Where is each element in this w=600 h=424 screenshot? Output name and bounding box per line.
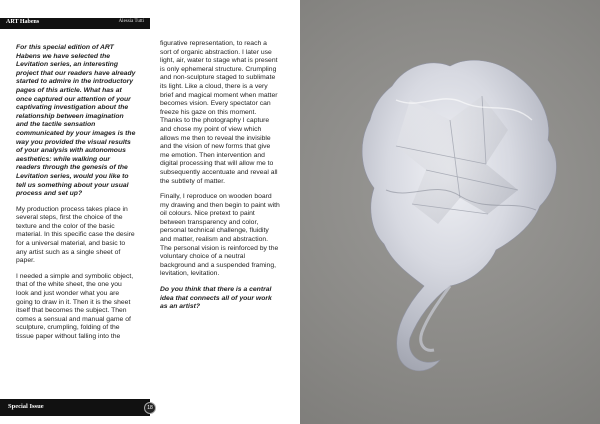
paragraph-1: My production process takes place in several steps, first the choice of the texture and the color of the basic material. In this specific case the desire for a universal material, and basic to any artist such as a single sheet of paper. <box>16 205 135 265</box>
author-name: Alessia Tutti <box>118 19 144 24</box>
intro-question: For this special edition of ART Habens we have selected the Levitation series, an interesting project that our readers have already started to admire in the introductory pages of this article. What has at once captured our attention of your captivating investigation about the relationship between imagination and the tactile sensation communicated by your images is the way you provided the visual results of your analysis with autonomous aesthetics: while walking our readers through the genesis of the Levitation series, would you like to tell us something about your usual process and set up? <box>16 44 136 198</box>
paragraph-3: figurative representation, to reach a sort of organic abstraction. I later use light, air, water to stage what is present is only ephemeral structure. Crumpling and non-sculpture staged to sublimate its light. Like a cloud, there is a very brief and magical moment when matter becomes vision. Every spectator can freeze his gaze on this moment. Thanks to the photography I capture and chose my point of view which allows me then to reveal the invisible and the vision of new forms that give me emotion. Then intervention and digital processing that will allow me to subsequently accentuate and reveal all the subtlety of matter. <box>160 40 278 185</box>
text-column-right <box>160 40 280 319</box>
footer-bar <box>0 399 150 416</box>
text-column-left <box>16 44 136 349</box>
crumpled-paper-painting-icon <box>300 0 600 424</box>
header-bar <box>0 18 150 29</box>
paragraph-4: Finally, I reproduce on wooden board my drawing and then begin to paint with oil colours. Nice pretext to paint between transparency and color, personal technical challenge, fluidity and matter, realism and abstraction. The personal vision is reinforced by the voluntary choice of a neutral background and a suspended framing, levitation, levitation. <box>160 193 280 278</box>
magazine-name: ART Habens <box>6 19 40 25</box>
closing-question: Do you think that there is a central idea that connects all of your work as an artist? <box>160 286 272 311</box>
paragraph-2: I needed a simple and symbolic object, that of the white sheet, the one you look and just wonder what you are going to draw in it. Then it is the sheet itself that becomes the subject. Then comes a sensual and manual game of sculpture, crumpling, folding of the tissue paper without falling into the <box>16 272 134 340</box>
issue-label: Special Issue <box>8 403 44 410</box>
artwork-page <box>300 0 600 424</box>
page-number: 18 <box>144 402 156 414</box>
